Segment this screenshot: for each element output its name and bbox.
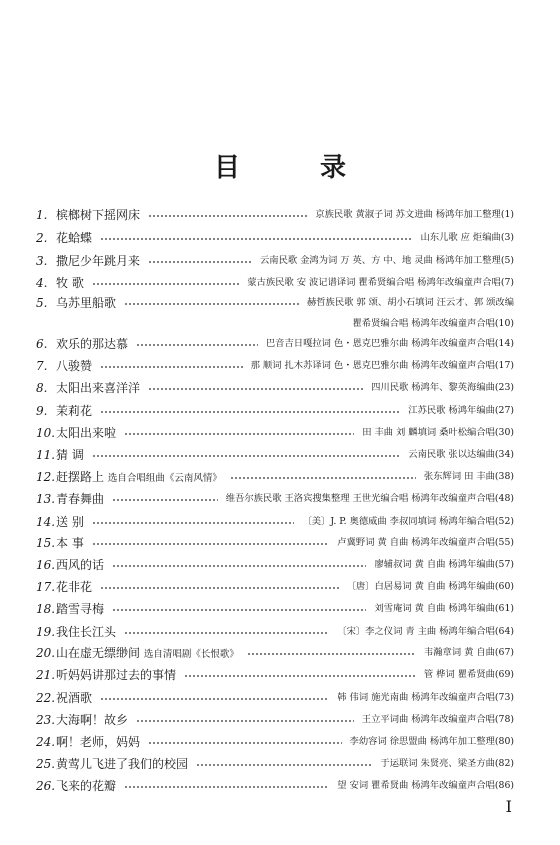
dot-leader: [124, 433, 354, 435]
entry-title-group: [56, 776, 116, 796]
toc-entry[interactable]: [0, 599, 560, 619]
entry-title: 茉莉花: [56, 404, 93, 418]
toc-entry[interactable]: [0, 489, 560, 509]
entry-credits: 〔唐〕白居易词 黄 自曲 杨鸿年编曲(60): [346, 581, 514, 592]
entry-title-group: [56, 754, 188, 774]
entry-number: 24.: [36, 735, 56, 749]
dot-leader: [100, 698, 329, 700]
entry-title-group: [56, 688, 92, 708]
entry-number: 25.: [36, 757, 56, 771]
entry-number: 1.: [36, 208, 48, 222]
entry-number: 9.: [36, 404, 48, 418]
entry-title-group: [56, 555, 104, 575]
entry-title: 啊！老师，妈妈: [56, 735, 141, 749]
entry-title-group: [56, 356, 92, 376]
dot-leader: [148, 215, 307, 217]
entry-number: 22.: [36, 691, 56, 705]
toc-entry[interactable]: [0, 273, 560, 293]
dot-leader: [230, 477, 416, 479]
dot-leader: [148, 742, 342, 744]
entry-number: 21.: [36, 668, 56, 682]
entry-title: 本 事: [56, 536, 84, 550]
entry-number: 2.: [36, 231, 48, 245]
entry-credits: 四川民歌 杨鸿年、黎英海编曲(23): [371, 382, 514, 393]
toc-entry[interactable]: [0, 622, 560, 642]
entry-title-group: [56, 334, 128, 354]
entry-credits: 赫哲族民歌 郭 颂、胡小石填词 汪云才、郭 颂改编: [306, 297, 514, 308]
toc-entry[interactable]: [0, 555, 560, 575]
entry-number: 10.: [36, 426, 56, 440]
entry-number: 7.: [36, 359, 48, 373]
entry-credits: 韩 伟词 施光南曲 杨鸿年改编童声合唱(73): [337, 692, 514, 703]
entry-number: 18.: [36, 602, 56, 616]
entry-title: 太阳出来喜洋洋: [56, 381, 141, 395]
entry-title: 听妈妈讲那过去的事情: [56, 668, 177, 682]
entry-number: 3.: [36, 254, 48, 268]
entry-credits: 管 桦词 瞿希贤曲(69): [423, 669, 514, 680]
toc-entry[interactable]: [0, 776, 560, 796]
entry-number: 12.: [36, 470, 56, 484]
dot-leader: [112, 499, 218, 501]
entry-number: 11.: [36, 448, 56, 462]
toc-entry[interactable]: [0, 754, 560, 774]
dot-leader: [92, 522, 295, 524]
entry-title-group: [56, 599, 104, 619]
entry-title: 祝酒歌: [56, 691, 93, 705]
entry-title-group: [56, 273, 84, 293]
toc-entry[interactable]: [0, 512, 560, 532]
title-char-right: 录: [320, 153, 347, 183]
entry-number: 23.: [36, 713, 56, 727]
toc-entry[interactable]: [0, 251, 560, 271]
entry-title-group: [56, 622, 116, 642]
dot-leader: [247, 653, 416, 655]
entry-credits: 江苏民歌 杨鸿年编曲(27): [408, 405, 514, 416]
entry-title-group: [56, 401, 92, 421]
entry-credits: 韦瀚章词 黄 自曲(67): [423, 647, 514, 658]
dot-leader: [100, 411, 400, 413]
entry-title: 槟榔树下摇网床: [56, 208, 141, 222]
toc-entry[interactable]: [0, 688, 560, 708]
dot-leader: [148, 261, 252, 263]
entry-number: 16.: [36, 558, 56, 572]
toc-entry[interactable]: [0, 228, 560, 248]
entry-credits-line2: 瞿希贤编合唱 杨鸿年改编童声合唱(10): [352, 318, 514, 329]
page-title: [0, 147, 560, 184]
toc-entry-continuation: [0, 314, 560, 334]
dot-leader: [100, 238, 413, 240]
entry-credits: 云南民歌 金鸿为词 万 英、方 中、地 灵曲 杨鸿年加工整理(5): [259, 255, 514, 266]
entry-title: 山在虚无缥缈间: [56, 646, 141, 660]
entry-title: 赶摆路上: [56, 470, 105, 484]
toc-entry[interactable]: [0, 467, 560, 487]
toc-entry[interactable]: [0, 665, 560, 685]
entry-credits: 〔宋〕李之仪词 青 主曲 杨鸿年编合唱(64): [337, 626, 514, 637]
title-char-left: 目: [213, 153, 240, 183]
entry-title: 西风的话: [56, 558, 105, 572]
dot-leader: [196, 764, 372, 766]
entry-title-group: [56, 710, 128, 730]
entry-credits: 望 安词 瞿希贤曲 杨鸿年改编童声合唱(86): [337, 780, 514, 791]
entry-number: 26.: [36, 779, 56, 793]
entry-title: 花蛤蝶: [56, 231, 93, 245]
toc-entry[interactable]: [0, 732, 560, 752]
dot-leader: [100, 587, 339, 589]
entry-title: 黄莺儿飞进了我们的校园: [56, 757, 189, 771]
entry-title: 八骏赞: [56, 359, 93, 373]
dot-leader: [148, 388, 363, 390]
toc-entry[interactable]: [0, 643, 560, 663]
entry-number: 17.: [36, 580, 56, 594]
page-number: I: [505, 797, 512, 816]
dot-leader: [136, 720, 354, 722]
entry-title-group: [56, 378, 140, 398]
entry-title-group: [56, 467, 222, 489]
entry-title-group: [56, 251, 140, 271]
entry-title: 飞来的花瓣: [56, 779, 117, 793]
toc-entry[interactable]: [0, 334, 560, 354]
dot-leader: [124, 303, 299, 305]
entry-title: 欢乐的那达慕: [56, 337, 129, 351]
entry-title: 青春舞曲: [56, 492, 105, 506]
dot-leader: [124, 632, 329, 634]
entry-number: 5.: [36, 296, 48, 310]
dot-leader: [184, 675, 416, 677]
entry-title: 我住长江头: [56, 625, 117, 639]
entry-credits: 蒙古族民歌 安 波记谱译词 瞿希贤编合唱 杨鸿年改编童声合唱(7): [247, 277, 514, 288]
toc-entry[interactable]: [0, 577, 560, 597]
entry-number: 19.: [36, 625, 56, 639]
entry-title: 大海啊！故乡: [56, 713, 129, 727]
entry-credits: 京族民歌 黄淑子词 苏文进曲 杨鸿年加工整理(1): [315, 209, 514, 220]
dot-leader: [92, 543, 329, 545]
entry-credits: 巴音吉日嘎拉词 色・恩克巴雅尔曲 杨鸿年改编童声合唱(14): [265, 338, 514, 349]
dot-leader: [136, 344, 258, 346]
entry-number: 13.: [36, 492, 56, 506]
entry-title: 牧 歌: [56, 276, 84, 290]
entry-credits: 刘雪庵词 黄 自曲 杨鸿年编曲(61): [374, 603, 514, 614]
entry-title: 花非花: [56, 580, 93, 594]
entry-title-group: [56, 533, 84, 553]
entry-title-group: [56, 512, 84, 532]
toc-entry[interactable]: [0, 445, 560, 465]
dot-leader: [100, 366, 243, 368]
entry-credits: 山东儿歌 应 炬编曲(3): [420, 232, 514, 243]
toc-entry[interactable]: [0, 293, 560, 313]
entry-subtitle: 选自清唱剧《长恨歌》: [143, 649, 239, 660]
entry-number: 8.: [36, 381, 48, 395]
toc-entry[interactable]: [0, 401, 560, 421]
entry-title: 踏雪寻梅: [56, 602, 105, 616]
dot-leader: [92, 455, 400, 457]
toc-entry[interactable]: [0, 423, 560, 443]
entry-title-group: [56, 643, 239, 665]
dot-leader: [112, 609, 366, 611]
entry-credits: 李幼容词 徐思盟曲 杨鸿年加工整理(80): [349, 736, 514, 747]
entry-subtitle: 选自合唱组曲《云南风情》: [107, 473, 222, 484]
entry-title-group: [56, 577, 92, 597]
entry-credits: 维吾尔族民歌 王洛宾搜集整理 王世光编合唱 杨鸿年改编童声合唱(48): [225, 493, 514, 504]
entry-title-group: [56, 665, 176, 685]
entry-title-group: [56, 489, 104, 509]
entry-credits: 廖辅叔词 黄 自曲 杨鸿年编曲(57): [374, 559, 514, 570]
entry-credits: 田 丰曲 刘 麟填词 桑叶松编合唱(30): [362, 427, 514, 438]
entry-title-group: [56, 293, 116, 313]
entry-title-group: [56, 732, 140, 752]
entry-number: 14.: [36, 515, 56, 529]
dot-leader: [112, 565, 366, 567]
entry-credits: 王立平词曲 杨鸿年改编童声合唱(78): [361, 714, 514, 725]
entry-number: 15.: [36, 536, 56, 550]
entry-title-group: [56, 228, 92, 248]
entry-title-group: [56, 205, 140, 225]
entry-title: 太阳出来啦: [56, 426, 117, 440]
entry-number: 4.: [36, 276, 48, 290]
dot-leader: [124, 786, 329, 788]
entry-title-group: [56, 445, 84, 465]
entry-credits: 于运联词 朱贤亮、梁圣方曲(82): [380, 758, 514, 769]
entry-number: 20.: [36, 646, 56, 660]
entry-title: 送 别: [56, 515, 84, 529]
entry-credits: 那 顺词 扎木苏译词 色・恩克巴雅尔曲 杨鸿年改编童声合唱(17): [250, 360, 514, 371]
toc-entry[interactable]: [0, 710, 560, 730]
toc-entry[interactable]: [0, 356, 560, 376]
entry-credits: 云南民歌 张以达编曲(34): [408, 449, 514, 460]
entry-credits: 卢冀野词 黄 自曲 杨鸿年改编童声合唱(55): [337, 537, 514, 548]
entry-number: 6.: [36, 337, 48, 351]
entry-title: 猜 调: [56, 448, 84, 462]
dot-leader: [92, 283, 239, 285]
toc-entry[interactable]: [0, 533, 560, 553]
entry-title: 乌苏里船歌: [56, 296, 117, 310]
entry-title-group: [56, 423, 116, 443]
toc-entry[interactable]: [0, 205, 560, 225]
entry-credits: 〔美〕J. P. 奥德威曲 李叔同填词 杨鸿年编合唱(52): [302, 516, 514, 527]
toc-entry[interactable]: [0, 378, 560, 398]
entry-credits: 张东辉词 田 丰曲(38): [423, 471, 514, 482]
entry-title: 撒尼少年跳月来: [56, 254, 141, 268]
